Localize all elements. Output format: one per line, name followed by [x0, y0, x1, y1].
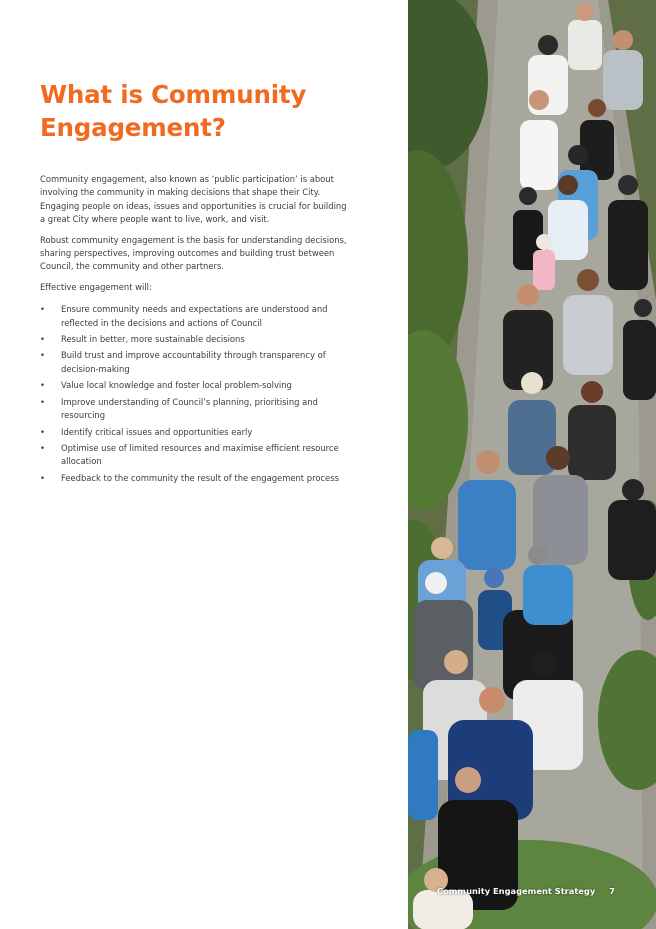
bullet-icon: •: [40, 304, 45, 315]
bullet-icon: •: [40, 380, 45, 391]
bullet-icon: •: [40, 426, 45, 437]
list-item: [40, 379, 348, 392]
community-walk-photo: [408, 0, 656, 929]
bullet-icon: •: [40, 350, 45, 361]
list-item: [40, 303, 348, 330]
footer-document-title: Community Engagement Strategy: [437, 886, 596, 896]
crowd-walking-illustration: [408, 0, 656, 929]
bullet-icon: •: [40, 472, 45, 483]
list-item-text: Feedback to the community the result of the engagement process: [61, 472, 339, 483]
list-item: [40, 333, 348, 346]
list-item: [40, 442, 348, 469]
list-item: [40, 349, 348, 376]
list-item-text: Optimise use of limited resources and maximise efficient resource allocation: [61, 442, 339, 467]
effective-engagement-lead: Effective engagement will:: [40, 281, 152, 292]
text-column: [40, 78, 348, 488]
list-item-text: Ensure community needs and expectations are understood and reflected in the decisions and actions of Council: [61, 304, 328, 328]
list-item: [40, 396, 348, 423]
list-item-text: Improve understanding of Council’s planning, prioritising and resourcing: [61, 396, 318, 421]
list-item: [40, 426, 348, 439]
bullet-icon: •: [40, 334, 45, 345]
list-item: [40, 472, 348, 485]
bullet-icon: •: [40, 442, 45, 453]
list-item-text: Result in better, more sustainable decisions: [61, 334, 245, 345]
list-item-text: Identify critical issues and opportunities early: [61, 426, 253, 437]
bullet-icon: •: [40, 396, 45, 407]
intro-paragraph: Community engagement, also known as ‘public participation’ is about involving the community in making decisions that shape their City. Engaging people on ideas, issues and opportunities is crucial for building a great City where people want to live, work, and visit.: [40, 174, 347, 225]
page-number: 7: [609, 886, 616, 896]
list-item-text: Value local knowledge and foster local problem-solving: [61, 380, 292, 391]
page-footer: [437, 886, 615, 896]
engagement-benefits-list: [40, 303, 348, 485]
basis-paragraph: Robust community engagement is the basis for understanding decisions, sharing perspectives, improving outcomes and building trust between Council, the community and other partners.: [40, 234, 347, 272]
page-title: What is Community Engagement?: [40, 80, 307, 142]
list-item-text: Build trust and improve accountability through transparency of decision-making: [61, 350, 326, 374]
